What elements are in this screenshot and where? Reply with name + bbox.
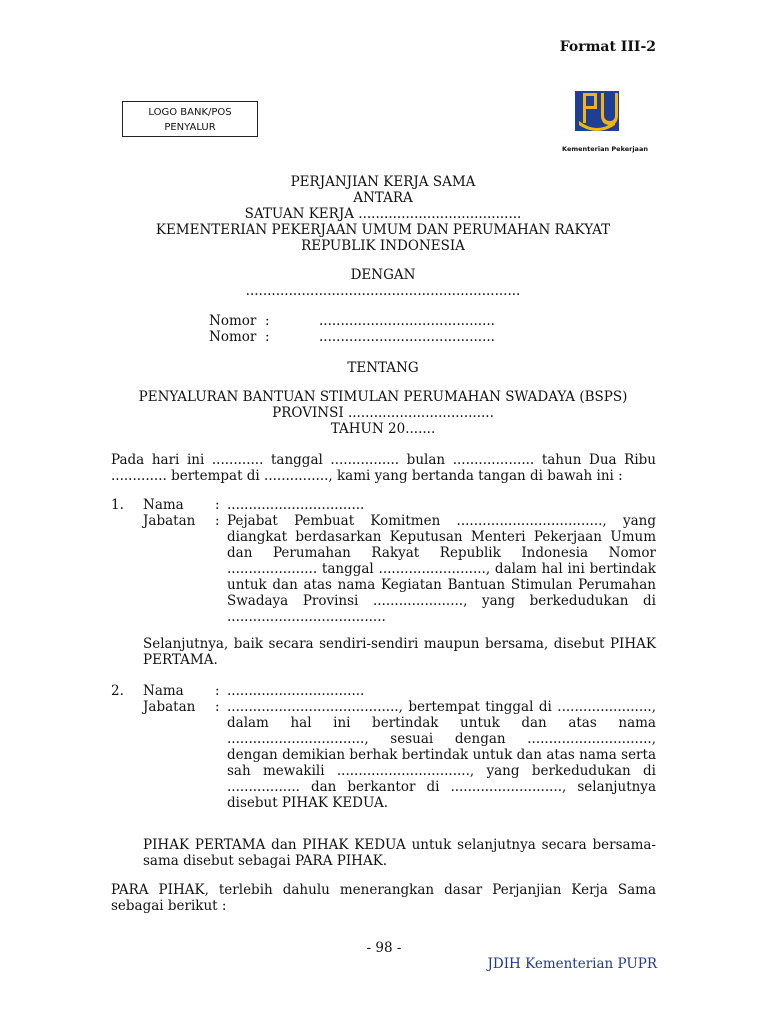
dengan-heading: DENGAN	[350, 267, 416, 283]
subject-line: TAHUN 20.......	[330, 421, 436, 437]
party-jabatan-row	[111, 513, 656, 625]
pihak-pertama-designation: Selanjutnya, baik secara sendiri-sendiri maupun bersama, disebut PIHAK PERTAMA.	[143, 636, 656, 668]
pu-ministry-logo-icon	[575, 91, 619, 131]
nama-colon: :	[215, 497, 220, 513]
nomor-value: .........................................	[319, 313, 495, 329]
footer-source: JDIH Kementerian PUPR	[487, 956, 657, 972]
logo-box-line: PENYALUR	[164, 122, 216, 133]
jabatan-text: ........................................, bertempat tinggal di ......................, dalam hal ini bertindak untuk dan atas nama ................................, sesuai dengan ............................., dengan demikian berhak bertindak untuk dan atas nama serta sah mewakili ..............................., yang berkedudukan di ................. dan berkantor di .........................., selanjutnya disebut PIHAK KEDUA.	[227, 699, 656, 811]
nama-label: Nama	[143, 497, 184, 513]
party-number: 2.	[111, 683, 124, 699]
dengan-blank: ................................................................	[245, 283, 521, 299]
party-number: 1.	[111, 497, 124, 513]
title-line: KEMENTERIAN PEKERJAAN UMUM DAN PERUMAHAN RAKYAT	[155, 222, 611, 238]
title-line: ANTARA	[353, 190, 413, 206]
agreement-title	[110, 174, 656, 254]
party-name-row	[111, 683, 656, 699]
jabatan-text: Pejabat Pembuat Komitmen .................................., yang diangkat berdasarkan Keputusan Menteri Pekerjaan Umum dan Perumahan Rakyat Republik Indonesia Nomor ..................... tanggal ........................., dalam hal ini bertindak untuk dan atas nama Kegiatan Bantuan Stimulan Perumahan Swadaya Provinsi ....................., yang berkedudukan di .....................................	[227, 513, 656, 625]
bank-logo-placeholder	[122, 101, 258, 137]
jabatan-colon: :	[215, 513, 220, 529]
nomor-colon: :	[265, 329, 270, 345]
jabatan-label: Jabatan	[143, 513, 196, 529]
title-line: PERJANJIAN KERJA SAMA	[290, 174, 476, 190]
nama-label: Nama	[143, 683, 184, 699]
party-1	[111, 497, 656, 625]
jabatan-colon: :	[215, 699, 220, 715]
title-line: SATUAN KERJA ......................................	[244, 206, 522, 222]
subject-line: PROVINSI ..................................	[272, 405, 494, 421]
party-2	[111, 683, 656, 811]
subject-line: PENYALURAN BANTUAN STIMULAN PERUMAHAN SWADAYA (BSPS)	[138, 389, 628, 405]
nomor-label: Nomor	[209, 313, 257, 329]
pu-logo-caption: Kementerian Pekerjaan	[562, 145, 648, 153]
title-line: REPUBLIK INDONESIA	[301, 238, 465, 254]
nomor-block	[209, 313, 495, 345]
para-pihak-paragraph: PIHAK PERTAMA dan PIHAK KEDUA untuk selanjutnya secara bersama-sama disebut sebagai PARA PIHAK.	[143, 837, 656, 869]
agreement-subject	[110, 389, 656, 437]
nama-value: ................................	[227, 683, 365, 699]
nomor-label: Nomor	[209, 329, 257, 345]
jabatan-label: Jabatan	[143, 699, 196, 715]
nomor-row	[209, 329, 495, 345]
page-number: - 98 -	[366, 940, 402, 956]
tentang-heading: TENTANG	[347, 360, 419, 376]
nomor-row	[209, 313, 495, 329]
nomor-colon: :	[265, 313, 270, 329]
logo-box-line: LOGO BANK/POS	[148, 107, 232, 118]
closing-paragraph: PARA PIHAK, terlebih dahulu menerangkan dasar Perjanjian Kerja Sama sebagai berikut :	[111, 882, 656, 914]
opening-paragraph: Pada hari ini ............ tanggal ................ bulan ................... tahun Dua Ribu ............. bertempat di ..............., kami yang bertanda tangan di bawah ini :	[111, 452, 656, 484]
nama-colon: :	[215, 683, 220, 699]
nama-value: ................................	[227, 497, 365, 513]
party-name-row	[111, 497, 656, 513]
party-jabatan-row	[111, 699, 656, 811]
nomor-value: .........................................	[319, 329, 495, 345]
format-code: Format III-2	[559, 39, 656, 55]
